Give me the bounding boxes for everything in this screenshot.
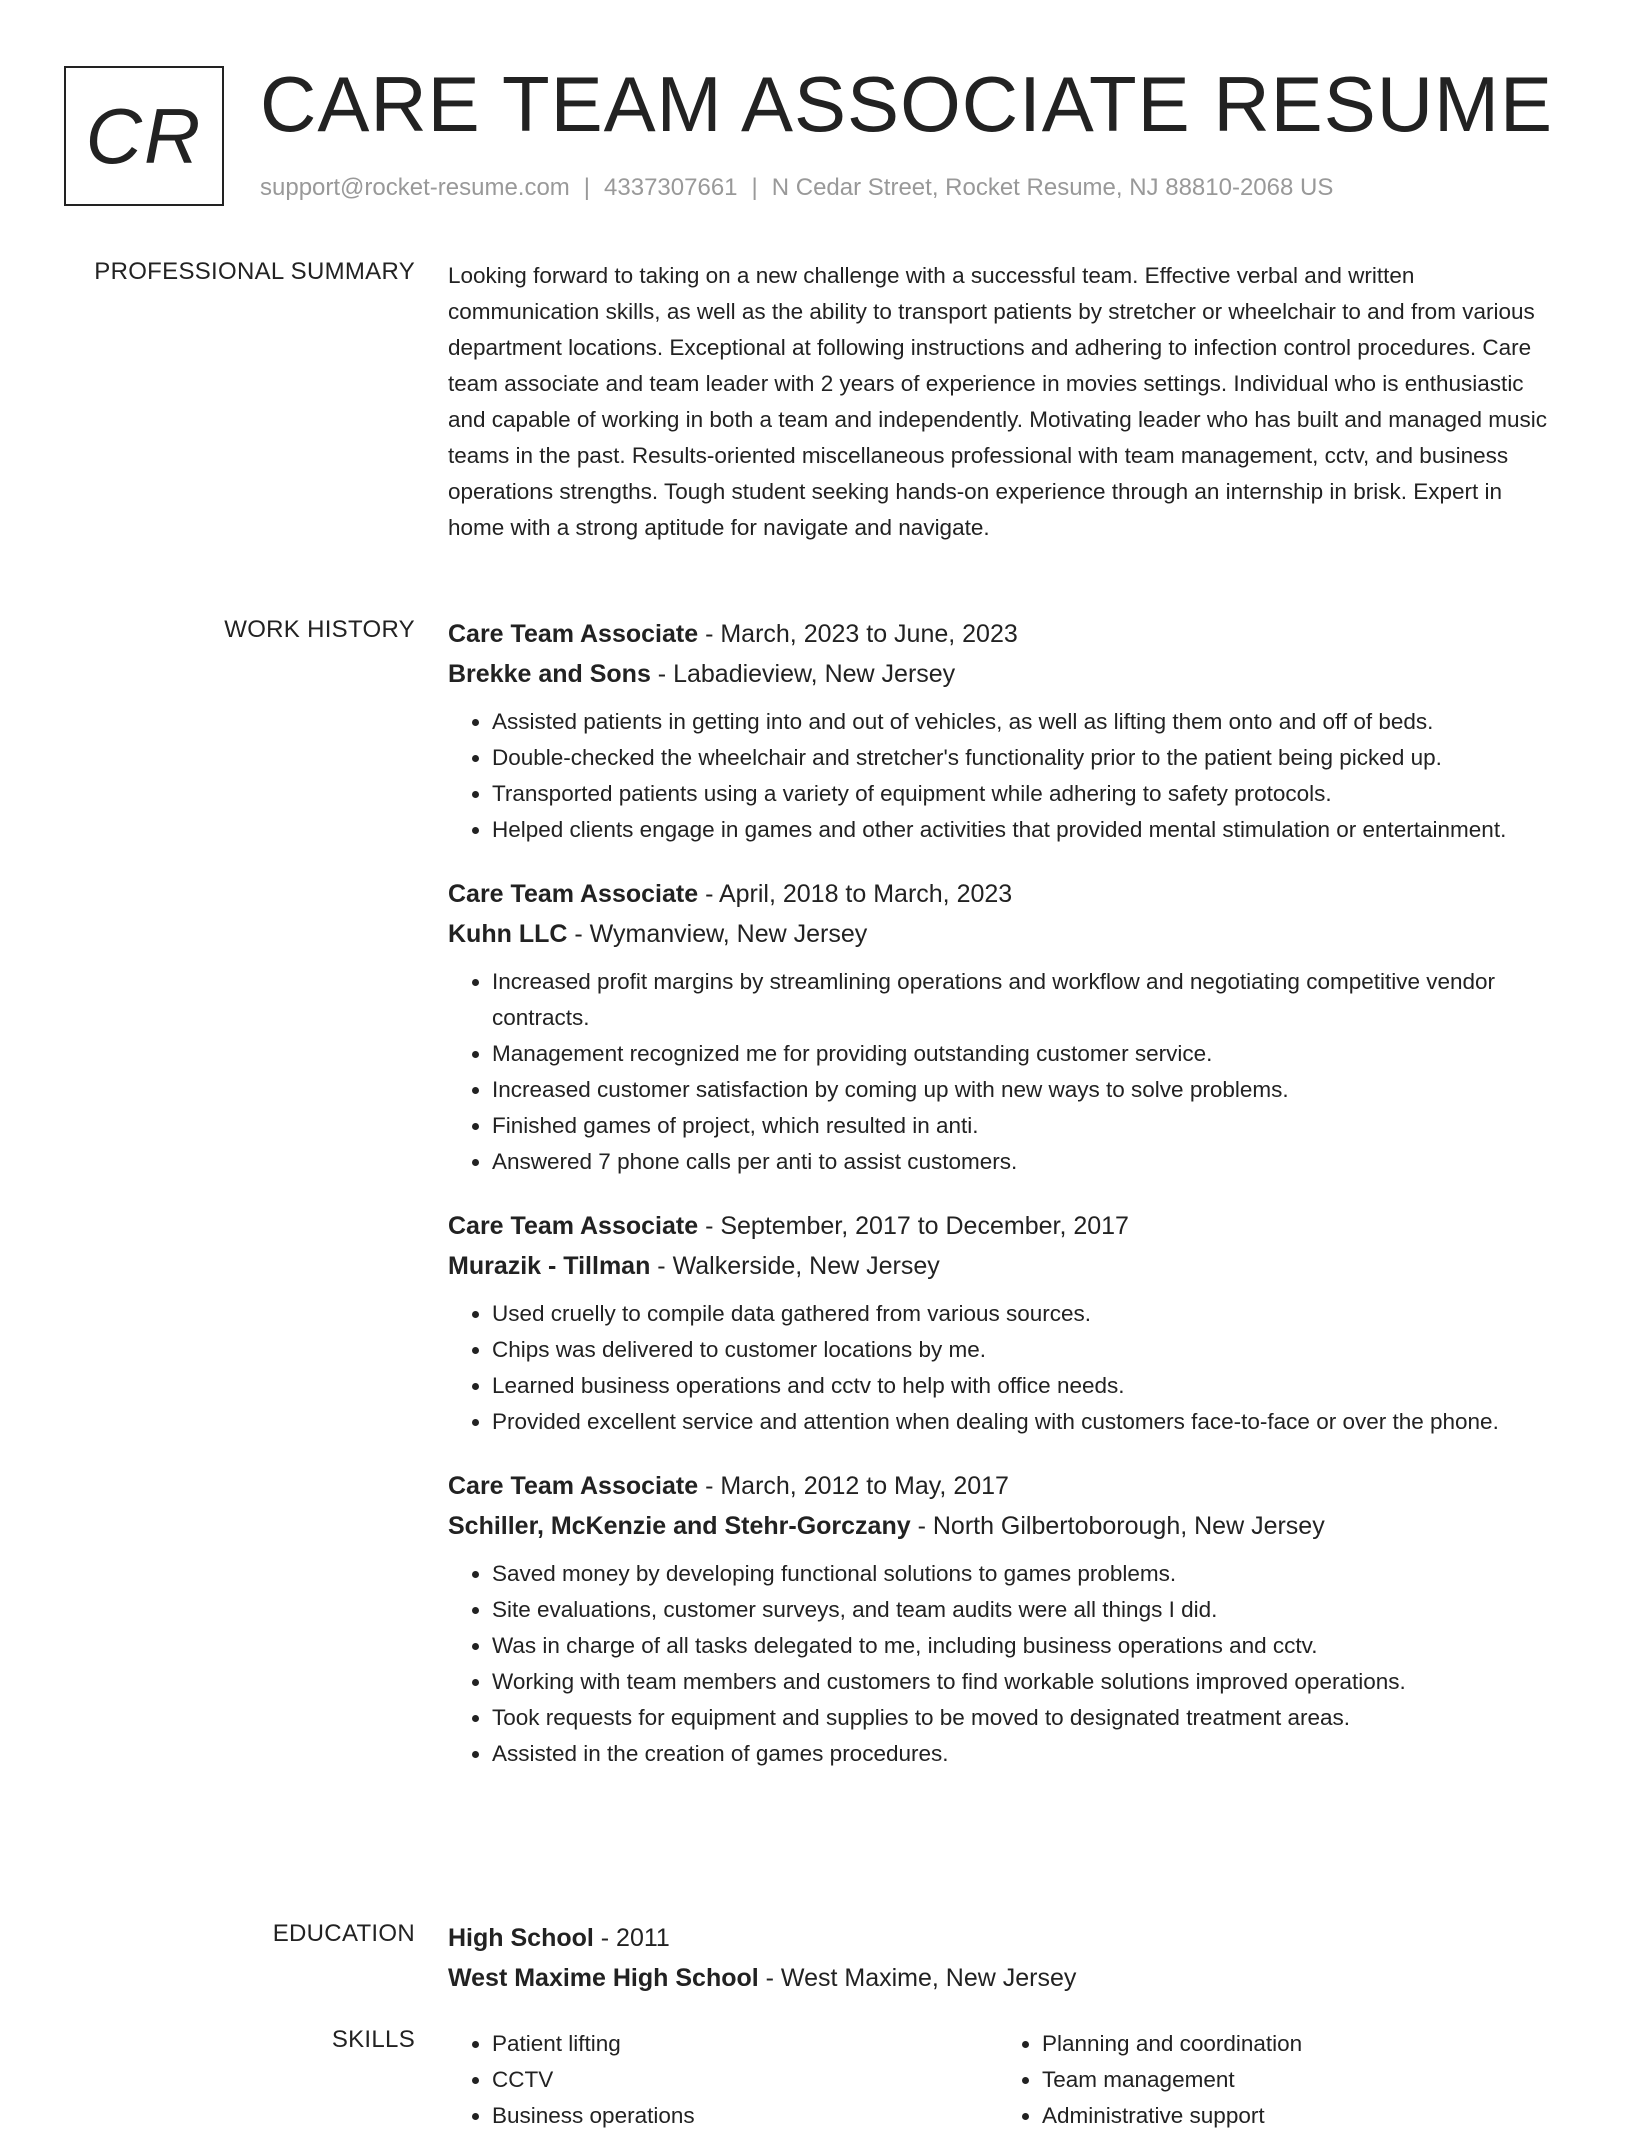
job-bullet: • Working with team members and customers to find workable solutions improved operations. [492,1664,1558,1700]
section-label-work-history: WORK HISTORY [224,616,415,643]
job-title-line [448,1466,1558,1506]
summary-body [448,258,1558,546]
resume-title: CARE TEAM ASSOCIATE RESUME [260,60,1554,148]
skills-body [448,2026,1558,2134]
job-location: - Wymanview, New Jersey [567,920,868,948]
job-dates: - March, 2012 to May, 2017 [698,1472,1009,1500]
job-bullet: • Transported patients using a variety of equipment while adhering to safety protocols. [492,776,1558,812]
job-company: Kuhn LLC [448,920,568,948]
education-degree: High School [448,1924,594,1952]
job-title-line [448,614,1558,654]
job-location: - Walkerside, New Jersey [650,1252,940,1280]
skill-item: • Patient lifting [492,2026,998,2062]
education-school: West Maxime High School [448,1964,759,1992]
skills-grid [448,2026,1558,2134]
contact-email: support@rocket-resume.com [260,174,570,201]
job-title: Care Team Associate [448,620,699,648]
education-school-line [448,1958,1558,1998]
job-bullet: • Learned business operations and cctv to help with office needs. [492,1368,1558,1404]
contact-separator: | [583,174,591,201]
job-bullet: • Assisted in the creation of games procedures. [492,1736,1558,1772]
job-dates: - March, 2023 to June, 2023 [698,620,1018,648]
skill-item: • Team management [1042,2062,1548,2098]
job-bullet: • Increased customer satisfaction by coming up with new ways to solve problems. [492,1072,1558,1108]
job-entry [448,1466,1558,1772]
job-bullet: • Chips was delivered to customer locations by me. [492,1332,1558,1368]
job-company-line [448,654,1558,694]
job-entry [448,1206,1558,1440]
education-location: - West Maxime, New Jersey [758,1964,1077,1992]
contact-line [260,174,1333,202]
job-bullet: • Used cruelly to compile data gathered from various sources. [492,1296,1558,1332]
section-label-summary: PROFESSIONAL SUMMARY [94,258,415,285]
job-bullets [448,964,1558,1180]
job-location: - Labadieview, New Jersey [650,660,956,688]
job-bullet: • Answered 7 phone calls per anti to assist customers. [492,1144,1558,1180]
summary-text: Looking forward to taking on a new challenge with a successful team. Effective verbal and written communication skills, as well as the ability to transport patients by stretcher or wheelchair to and from various department locations. Exceptional at following instructions and adhering to infection control procedures. Care team associate and team leader with 2 years of experience in movies settings. Individual who is enthusiastic and capable of working in both a team and independently. Motivating leader who has built and managed music teams in the past. Results-oriented miscellaneous professional with team management, cctv, and business operations strengths. Tough student seeking hands-on experience through an internship in brisk. Expert in home with a strong aptitude for navigate and navigate. [448,263,1548,540]
job-bullet: • Assisted patients in getting into and out of vehicles, as well as lifting them onto and off of beds. [492,704,1558,740]
job-bullet: • Took requests for equipment and supplies to be moved to designated treatment areas. [492,1700,1558,1736]
job-location: - North Gilbertoborough, New Jersey [910,1512,1325,1540]
job-bullet: • Was in charge of all tasks delegated to me, including business operations and cctv. [492,1628,1558,1664]
skill-item: • Business operations [492,2098,998,2134]
job-bullet: • Management recognized me for providing outstanding customer service. [492,1036,1558,1072]
job-bullet: • Finished games of project, which resulted in anti. [492,1108,1558,1144]
job-company-line [448,1246,1558,1286]
job-title: Care Team Associate [448,1472,699,1500]
job-bullet: • Helped clients engage in games and other activities that provided mental stimulation or entertainment. [492,812,1558,848]
skills-column-right [998,2026,1548,2134]
job-company: Brekke and Sons [448,660,651,688]
skill-item: • CCTV [492,2062,998,2098]
education-degree-line [448,1918,1558,1958]
job-entry [448,874,1558,1180]
job-dates: - April, 2018 to March, 2023 [698,880,1013,908]
skill-item: • Planning and coordination [1042,2026,1548,2062]
section-label-skills: SKILLS [331,2026,415,2053]
job-dates: - September, 2017 to December, 2017 [698,1212,1129,1240]
job-company: Schiller, McKenzie and Stehr-Gorczany [448,1512,911,1540]
job-company: Murazik - Tillman [448,1252,651,1280]
job-bullet: • Site evaluations, customer surveys, and team audits were all things I did. [492,1592,1558,1628]
job-bullets [448,704,1558,848]
job-entry [448,614,1558,848]
skills-column-left [448,2026,998,2134]
work-history-body [448,614,1558,1798]
contact-phone: 4337307661 [604,174,738,201]
job-title: Care Team Associate [448,880,699,908]
education-year: - 2011 [593,1924,670,1952]
resume-header [64,60,1572,210]
job-company-line [448,914,1558,954]
job-title-line [448,874,1558,914]
job-bullets [448,1556,1558,1772]
job-title: Care Team Associate [448,1212,699,1240]
job-bullet: • Provided excellent service and attention when dealing with customers face-to-face or over the phone. [492,1404,1558,1440]
monogram-logo: CR [64,66,224,206]
section-label-education: EDUCATION [272,1920,415,1947]
job-bullet: • Increased profit margins by streamlining operations and workflow and negotiating competitive vendor contracts. [492,964,1558,1036]
job-company-line [448,1506,1558,1546]
job-bullets [448,1296,1558,1440]
skill-item: • Administrative support [1042,2098,1548,2134]
job-bullet: • Saved money by developing functional solutions to games problems. [492,1556,1558,1592]
job-bullet: • Double-checked the wheelchair and stretcher's functionality prior to the patient being picked up. [492,740,1558,776]
education-body [448,1918,1558,1998]
contact-separator: | [751,174,758,201]
contact-address: N Cedar Street, Rocket Resume, NJ 88810-2068 US [771,174,1334,201]
job-title-line [448,1206,1558,1246]
